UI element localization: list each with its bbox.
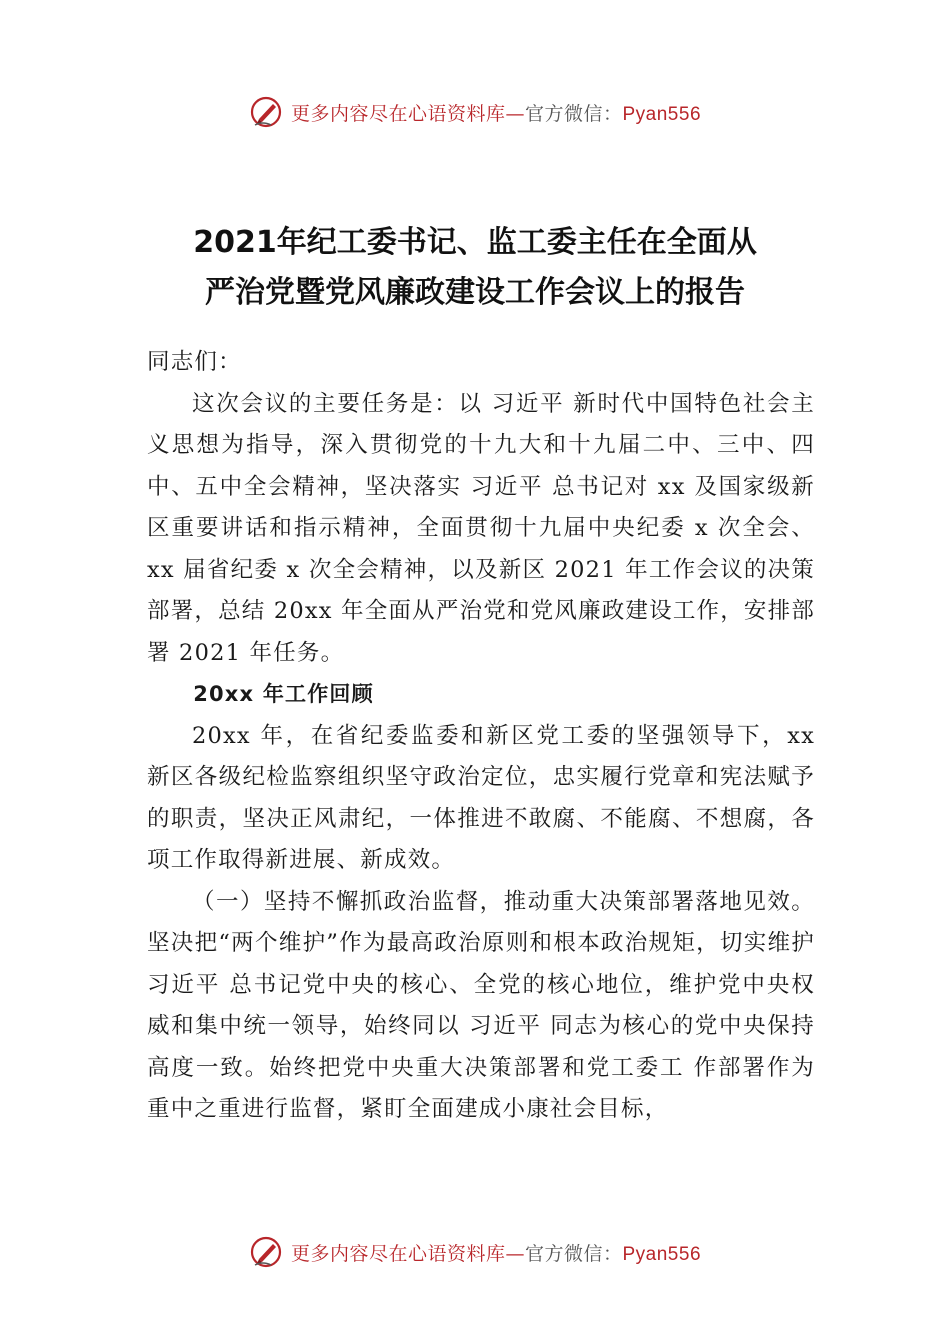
banner-text: 更多内容尽在心语资料库—官方微信：Pyan556 (290, 102, 702, 125)
document-title (100, 218, 850, 318)
title-line-2: 严治党暨党风廉政建设工作会议上的报告 (205, 275, 745, 310)
title-line-1: 2021年纪工委书记、监工委主任在全面从 (193, 225, 757, 260)
banner-text: 更多内容尽在心语资料库—官方微信：Pyan556 (290, 1242, 702, 1265)
header-banner (0, 92, 950, 132)
document-body (147, 342, 815, 1131)
salutation: 同志们： (147, 349, 242, 375)
paragraph-review: 20xx 年，在省纪委监委和新区党工委的坚强领导下，xx 新区各级纪检监察组织坚守政治定位，忠实履行党章和宪法赋予的职责，坚决正风肃纪，一体推进不敢腐、不能腐、不想腐，各项工作取得新进展、新成效。 (147, 722, 815, 873)
paragraph-political-supervision: （一）坚持不懈抓政治监督，推动重大决策部署落地见效。坚决把“两个维护”作为最高政治原则和根本政治规矩，切实维护 习近平 总书记党中央的核心、全党的核心地位，维护党中央权威和集中统一领导，始终同以 习近平 同志为核心的党中央保持高度一致。始终把党中央重大决策部署和党工委工 作部署作为重中之重进行监督，紧盯全面建成小康社会目标， (147, 888, 815, 1122)
paragraph-intro: 这次会议的主要任务是：以 习近平 新时代中国特色社会主义思想为指导，深入贯彻党的十九大和十九届二中、三中、四中、五中全会精神，坚决落实 习近平 总书记对 xx 及国家级新区重要讲话和指示精神，全面贯彻十九届中央纪委 x 次全会、xx 届省纪委 x 次全会精神，以及新区 2021 年工作会议的决策部署，总结 20xx 年全面从严治党和党风廉政建设工作，安排部署 2021 年任务。 (147, 390, 816, 666)
footer-banner (0, 1232, 950, 1272)
pen-logo-icon (249, 1235, 283, 1269)
pen-logo-icon (249, 95, 283, 129)
section-heading: 20xx 年工作回顾 (193, 682, 374, 706)
